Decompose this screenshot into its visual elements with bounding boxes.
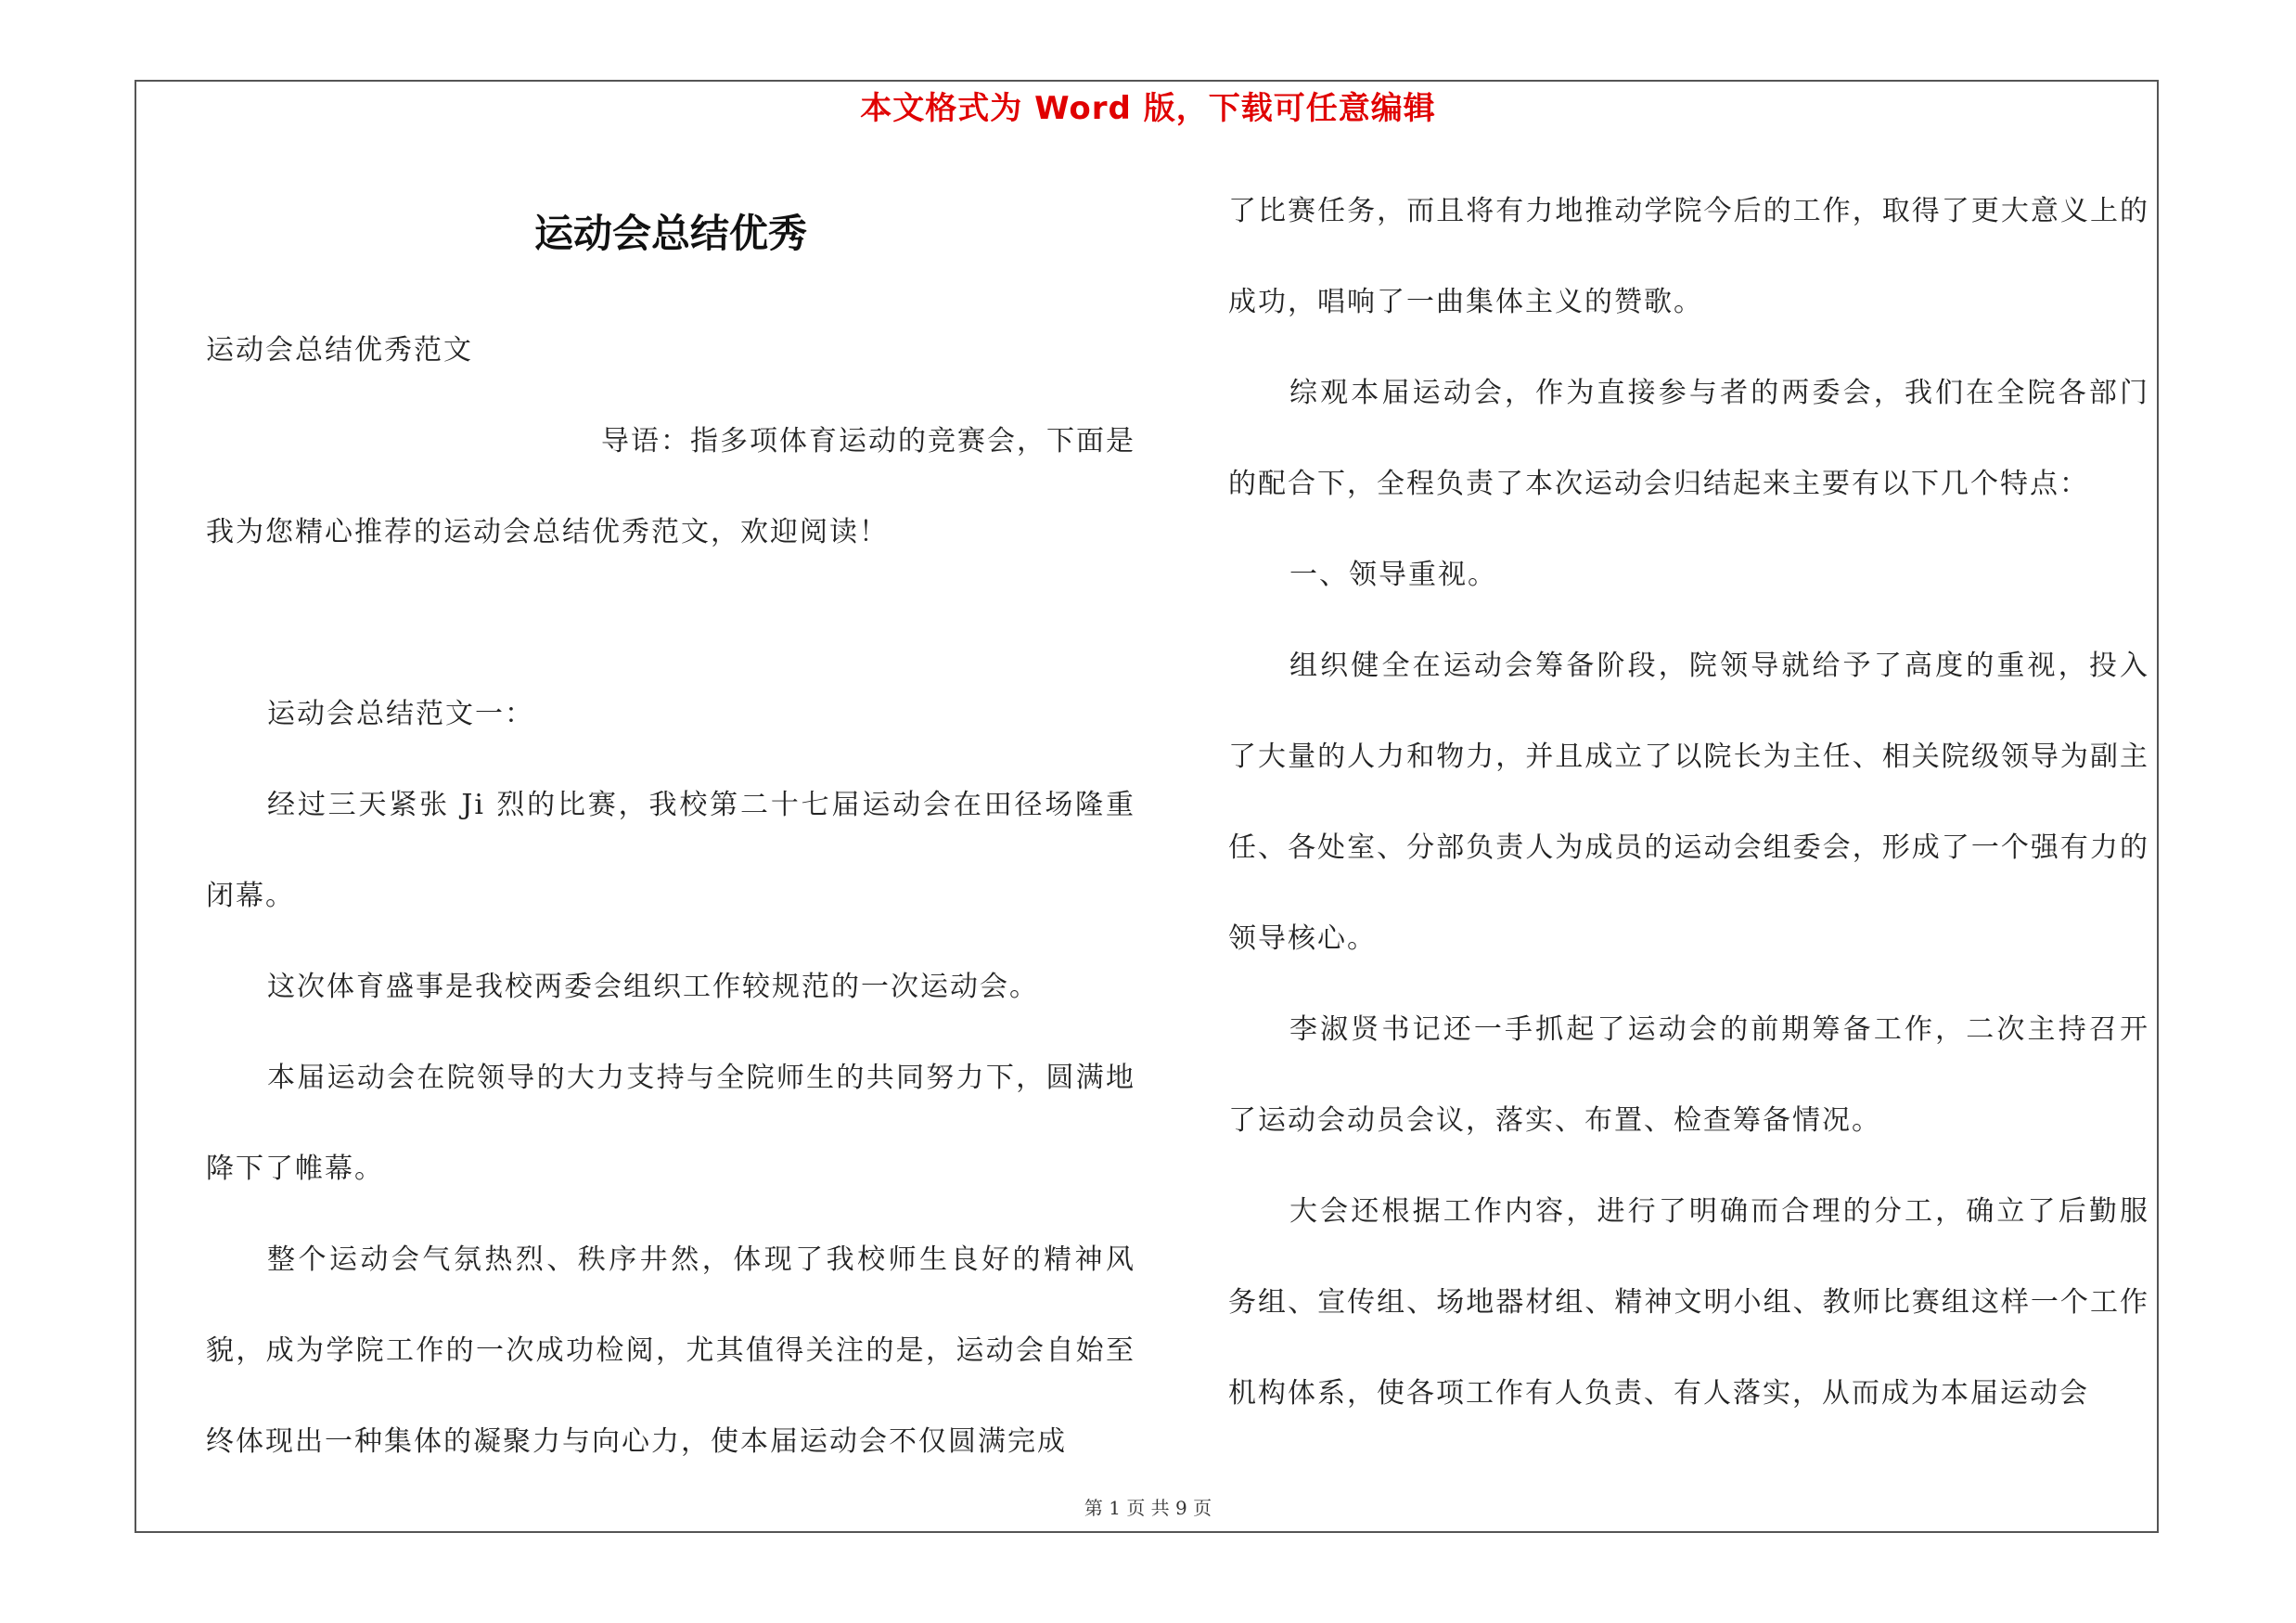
body-paragraph: 经过三天紧张 Ji 烈的比赛，我校第二十七届运动会在田径场隆重闭幕。 (206, 789, 1135, 912)
intro-line-2: 我为您精心推荐的运动会总结优秀范文，欢迎阅读！ (206, 516, 889, 548)
subtitle-paragraph: 运动会总结优秀范文 (206, 334, 473, 367)
intro-line-1: 导语：指多项体育运动的竞赛会，下面是 (601, 425, 1135, 457)
body-paragraph: 李淑贤书记还一手抓起了运动会的前期筹备工作，二次主持召开了运动会动员会议，落实、布置、检查筹备情况。 (1228, 1013, 2149, 1137)
document-title: 运动会总结优秀 (533, 211, 807, 256)
section-heading-1: 运动会总结范文一： (267, 698, 534, 730)
body-paragraph: 了比赛任务，而且将有力地推动学院今后的工作，取得了更大意义上的成功，唱响了一曲集体主义的赞歌。 (1228, 195, 2149, 318)
page-number-footer: 第 1 页 共 9 页 (1084, 1497, 1212, 1519)
body-paragraph: 整个运动会气氛热烈、秩序井然，体现了我校师生良好的精神风貌，成为学院工作的一次成功检阅，尤其值得关注的是，运动会自始至终体现出一种集体的凝聚力与向心力，使本届运动会不仅圆满完成 (206, 1243, 1135, 1458)
body-paragraph: 本届运动会在院领导的大力支持与全院师生的共同努力下，圆满地降下了帷幕。 (206, 1062, 1135, 1185)
body-paragraph: 这次体育盛事是我校两委会组织工作较规范的一次运动会。 (267, 971, 1039, 1003)
section-heading: 一、领导重视。 (1289, 559, 1497, 591)
body-paragraph: 组织健全在运动会筹备阶段，院领导就给予了高度的重视，投入了大量的人力和物力，并且成立了以院长为主任、相关院级领导为副主任、各处室、分部负责人为成员的运动会组委会，形成了一个强有力的领导核心。 (1228, 650, 2149, 955)
format-banner: 本文格式为 Word 版，下载可任意编辑 (860, 90, 1436, 127)
body-paragraph: 大会还根据工作内容，进行了明确而合理的分工，确立了后勤服务组、宣传组、场地器材组、精神文明小组、教师比赛组这样一个工作机构体系，使各项工作有人负责、有人落实，从而成为本届运动会 (1228, 1195, 2149, 1410)
body-paragraph: 综观本届运动会，作为直接参与者的两委会，我们在全院各部门的配合下，全程负责了本次运动会归结起来主要有以下几个特点： (1228, 377, 2149, 500)
